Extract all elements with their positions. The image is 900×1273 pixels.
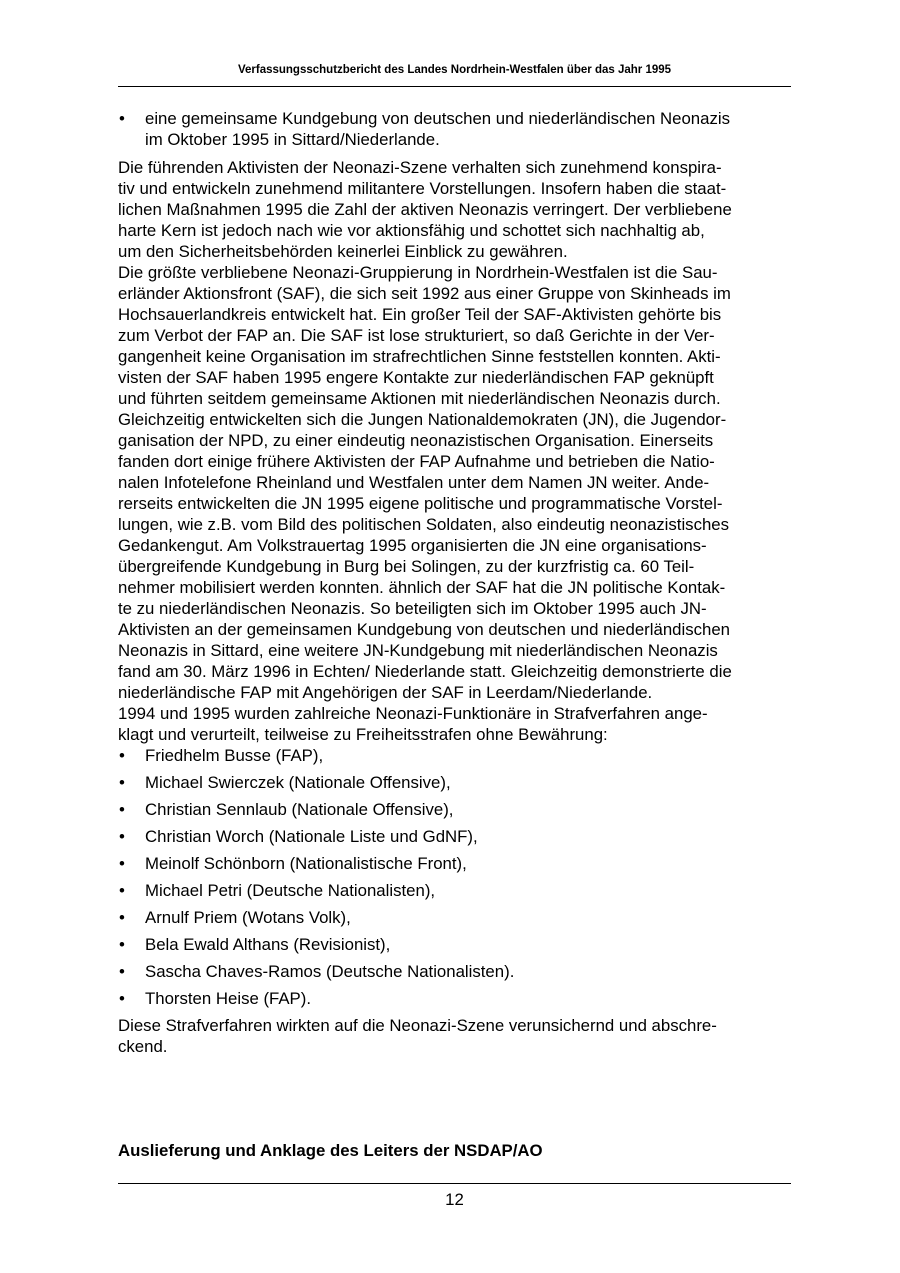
- line: eine gemeinsame Kundgebung von deutschen und niederländischen Neonazis: [145, 109, 730, 128]
- list-item: • Bela Ewald Althans (Revisionist),: [119, 935, 391, 954]
- bullet-icon: •: [119, 962, 125, 981]
- list-item: • Friedhelm Busse (FAP),: [119, 746, 324, 765]
- list-item: • Sascha Chaves-Ramos (Deutsche Nationalisten).: [119, 962, 515, 981]
- paragraph-3: Gleichzeitig entwickelten sich die Jungen Nationaldemokraten (JN), die Jugendor- ganisation der NPD, zu einer eindeutig neonazistischen Organisation. Einerseits fanden dort einige frühere Aktivisten der FAP Aufnahme und betrieben die Natio- nalen Infotelefone Rheinland und Westfalen unter dem Namen JN weiter. Ande- rerseits entwickelten die JN 1995 eigene politische und programmatische Vorstel- lungen, wie z.B. vom Bild des politischen Soldaten, also eindeutig neonazistisches Gedankengut. Am Volkstrauertag 1995 organisierten die JN eine organisations- übergreifende Kundgebung in Burg bei Solingen, zu der kurzfristig ca. 60 Teil- nehmer mobilisiert werden konnten. ähnlich der SAF hat die JN politische Kontak- te zu niederländischen Neonazis. So beteiligten sich im Oktober 1995 auch JN- Aktivisten an der gemeinsamen Kundgebung von deutschen und niederländischen Neonazis in Sittard, eine weitere JN-Kundgebung mit niederländischen Neonazis fand am 30. März 1996 in Echten/ Niederlande statt. Gleichzeitig demonstrierte die niederländische FAP mit Angehörigen der SAF in Leerdam/Niederlande.: [118, 410, 732, 702]
- list-item: [118, 108, 791, 150]
- bullet-icon: •: [119, 854, 125, 873]
- closing-paragraph: Diese Strafverfahren wirkten auf die Neonazi-Szene verunsichernd und abschre- ckend.: [118, 1016, 717, 1056]
- paragraph-2: Die größte verbliebene Neonazi-Gruppierung in Nordrhein-Westfalen ist die Sau- erländer Aktionsfront (SAF), die sich seit 1992 aus einer Gruppe von Skinheads im Hochsauerlandkreis entwickelt hat. Ein großer Teil der SAF-Aktivisten gehörte bis zum Verbot der FAP an. Die SAF ist lose strukturiert, so daß Gerichte in der Ver- gangenheit keine Organisation im strafrechtlichen Sinne feststellen konnten. Akti- visten der SAF haben 1995 engere Kontakte zur niederländischen FAP geknüpft und führten seitdem gemeinsame Aktionen mit niederländischen Neonazis durch.: [118, 263, 731, 408]
- list-item: • Christian Sennlaub (Nationale Offensive),: [119, 800, 454, 819]
- bullet-icon: •: [119, 109, 125, 128]
- bullet-icon: •: [119, 773, 125, 792]
- list-item: • Meinolf Schönborn (Nationalistische Front),: [119, 854, 467, 873]
- list-item: • Michael Swierczek (Nationale Offensive),: [119, 773, 451, 792]
- bullet-icon: •: [119, 908, 125, 927]
- list-item: • Arnulf Priem (Wotans Volk),: [119, 908, 351, 927]
- convicted-list: [118, 745, 791, 1009]
- bullet-icon: •: [119, 989, 125, 1008]
- list-item: • Christian Worch (Nationale Liste und GdNF),: [119, 827, 478, 846]
- body-text: [118, 108, 791, 1057]
- page-number: 12: [445, 1190, 464, 1209]
- bullet-icon: •: [119, 881, 125, 900]
- bullet-icon: •: [119, 746, 125, 765]
- list-item: • Thorsten Heise (FAP).: [119, 989, 312, 1008]
- section-heading: Auslieferung und Anklage des Leiters der NSDAP/AO: [118, 1141, 543, 1160]
- bullet-icon: •: [119, 935, 125, 954]
- paragraph-4: 1994 und 1995 wurden zahlreiche Neonazi-Funktionäre in Strafverfahren ange- klagt und verurteilt, teilweise zu Freiheitsstrafen ohne Bewährung:: [118, 704, 708, 744]
- footer-rule: [118, 1183, 791, 1184]
- running-header: Verfassungsschutzbericht des Landes Nordrhein-Westfalen über das Jahr 1995: [237, 64, 672, 76]
- bullet-icon: •: [119, 827, 125, 846]
- bullet-icon: •: [119, 800, 125, 819]
- line: im Oktober 1995 in Sittard/Niederlande.: [145, 130, 440, 149]
- list-item: • Michael Petri (Deutsche Nationalisten),: [119, 881, 436, 900]
- intro-bullet-list: [118, 108, 791, 150]
- header-rule: [118, 86, 791, 87]
- paragraph-1: Die führenden Aktivisten der Neonazi-Szene verhalten sich zunehmend konspira- tiv und entwickeln zunehmend militantere Vorstellungen. Insofern haben die staat- lichen Maßnahmen 1995 die Zahl der aktiven Neonazis verringert. Der verbliebene harte Kern ist jedoch nach wie vor aktionsfähig und schottet sich nachhaltig ab, um den Sicherheitsbehörden keinerlei Einblick zu gewähren.: [118, 158, 732, 261]
